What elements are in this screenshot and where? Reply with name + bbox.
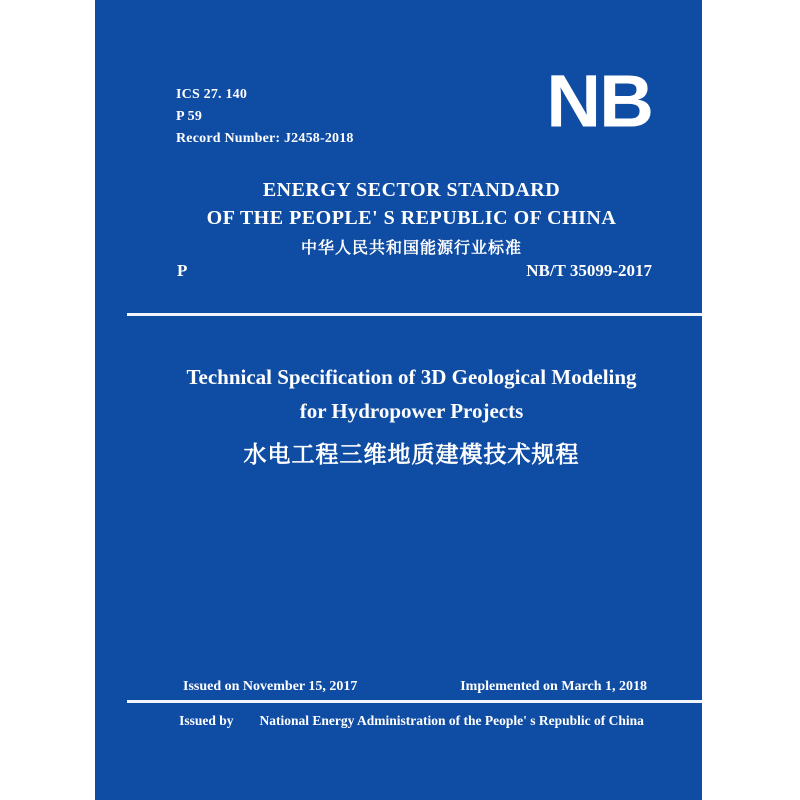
top-divider-rule xyxy=(127,313,702,316)
record-number: Record Number: J2458-2018 xyxy=(176,131,354,146)
standard-cover xyxy=(95,0,702,800)
footer-dates-row xyxy=(95,679,702,695)
issued-by-label: Issued by xyxy=(179,713,234,728)
title-chinese: 水电工程三维地质建模技术规程 xyxy=(243,441,580,467)
bottom-divider-rule xyxy=(127,700,702,703)
standard-header-line2: OF THE PEOPLE' S REPUBLIC OF CHINA xyxy=(206,207,617,229)
title-english-line1: Technical Specification of 3D Geological Modeling xyxy=(186,365,637,389)
title-english-line2: for Hydropower Projects xyxy=(299,399,524,423)
issued-by-row xyxy=(95,713,702,729)
standard-header xyxy=(95,176,702,258)
issued-date: Issued on November 15, 2017 xyxy=(183,679,358,694)
p-classification: P 59 xyxy=(176,109,203,124)
designation-class-letter: P xyxy=(177,261,188,280)
classification-block xyxy=(176,84,354,150)
designation-row xyxy=(95,261,702,281)
title-block xyxy=(95,360,702,469)
nb-logo: NB xyxy=(546,59,652,144)
standard-header-chinese: 中华人民共和国能源行业标准 xyxy=(300,240,522,257)
issuing-authority: National Energy Administration of the People' s Republic of China xyxy=(259,713,644,728)
standard-number: NB/T 35099-2017 xyxy=(526,261,652,280)
ics-code: ICS 27. 140 xyxy=(176,87,248,102)
standard-header-line1: ENERGY SECTOR STANDARD xyxy=(262,179,561,201)
implemented-date: Implemented on March 1, 2018 xyxy=(460,679,647,694)
